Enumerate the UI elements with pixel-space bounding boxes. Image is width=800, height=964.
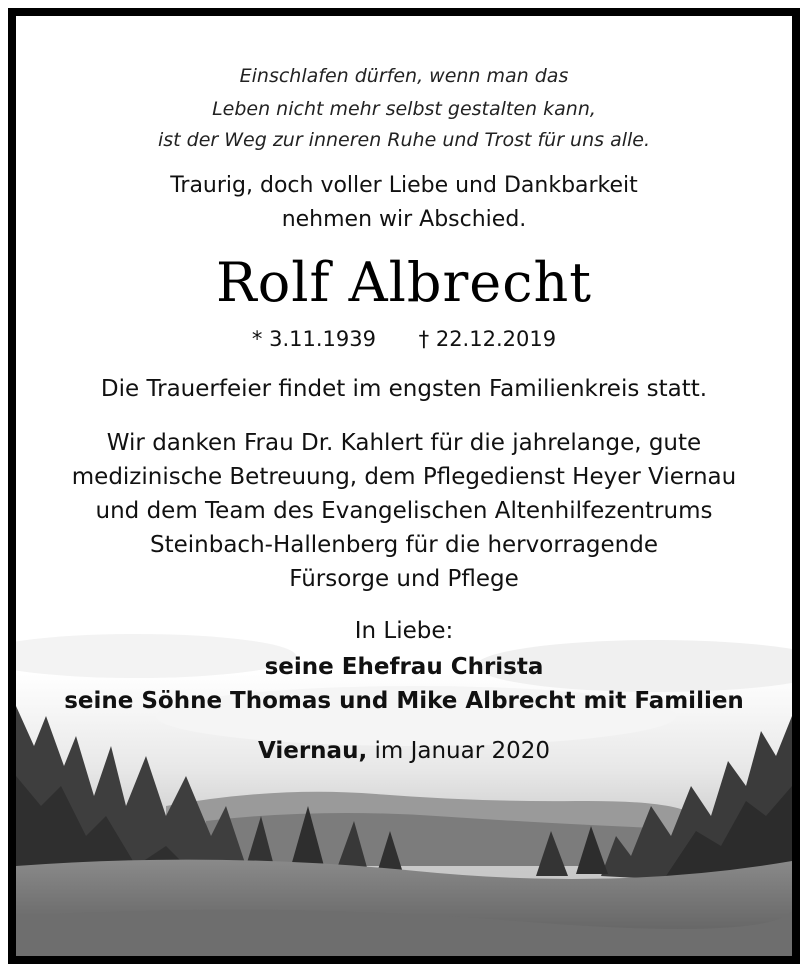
date: im Januar 2020	[367, 738, 551, 764]
thanks-line-5: Fürsorge und Pflege	[289, 566, 519, 592]
thanks-line-2: medizinische Betreuung, dem Pflegedienst Heyer Viernau	[71, 464, 737, 490]
obituary-frame	[8, 8, 800, 964]
thanks-line-1: Wir danken Frau Dr. Kahlert für die jahrelange, gute	[106, 430, 702, 456]
place: Viernau,	[257, 738, 368, 764]
death-date: † 22.12.2019	[418, 327, 557, 351]
signoff-label: In Liebe:	[354, 618, 454, 644]
ceremony-notice: Die Trauerfeier findet im engsten Familienkreis statt.	[100, 376, 708, 402]
thanks-line-3: und dem Team des Evangelischen Altenhilfezentrums	[95, 498, 713, 524]
place-date	[16, 734, 792, 768]
deceased-name: Rolf Albrecht	[216, 251, 592, 314]
birth-date: * 3.11.1939	[251, 327, 376, 351]
verse-line-3: ist der Weg zur inneren Ruhe und Trost für uns alle.	[157, 129, 651, 151]
verse-line-2: Leben nicht mehr selbst gestalten kann,	[212, 98, 596, 120]
verse-line-1: Einschlafen dürfen, wenn man das	[239, 65, 569, 87]
thanks-line-4: Steinbach-Hallenberg für die hervorragende	[150, 532, 658, 558]
mourner-line-2: seine Söhne Thomas und Mike Albrecht mit Familien	[64, 688, 744, 714]
mourner-line-1: seine Ehefrau Christa	[264, 654, 544, 680]
life-dates	[16, 324, 792, 354]
intro-line-2: nehmen wir Abschied.	[281, 207, 527, 232]
intro-line-1: Traurig, doch voller Liebe und Dankbarkeit	[170, 173, 638, 198]
